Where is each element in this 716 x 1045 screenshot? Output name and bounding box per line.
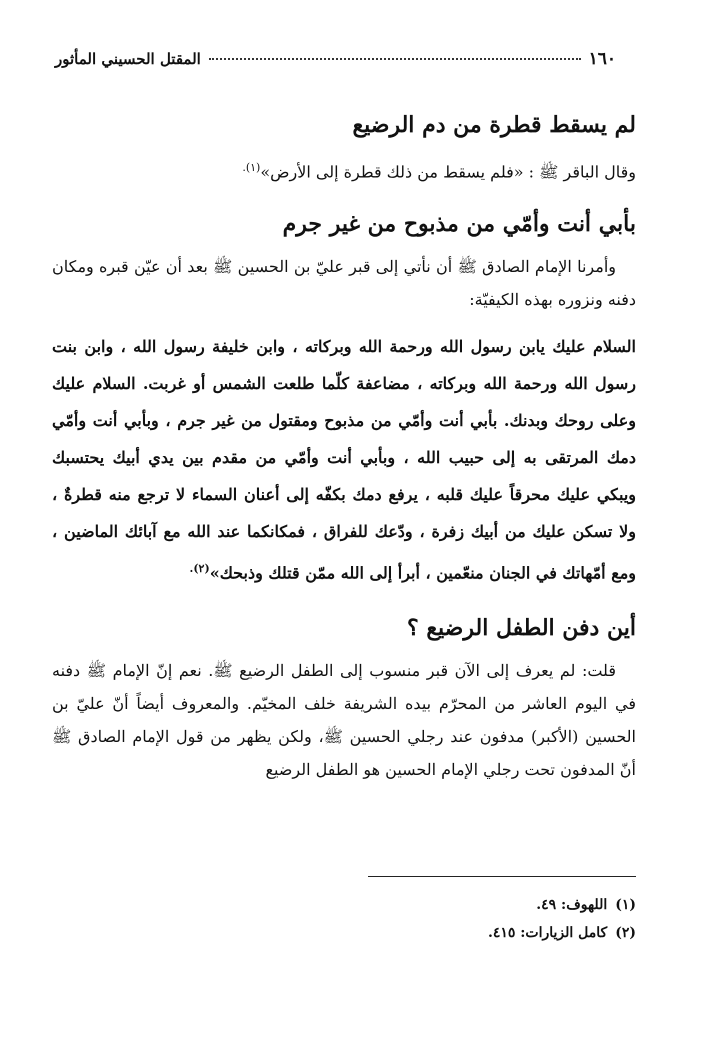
header-dot-leader <box>209 58 581 60</box>
footnote-1-text: اللهوف: ٤٩. <box>536 897 608 913</box>
page-number: ١٦٠ <box>588 49 616 69</box>
ziyarah-quote-text: السلام عليك يابن رسول الله ورحمة الله وبركاته ، وابن خليفة رسول الله ، وابن بنت رسول الله ورحمة الله وبركاته ، مضاعفة كلّما طلعت الشمس أو غربت. السلام عليك وعلى روحك وبدنك. بأبي أنت وأمّي من مذبوح ومقتول من غير جرم ، وبأبي أنت وأمّي دمك المرتقى به إلى حبيب الله ، وبأبي أنت وأمّي من مقدم بين يدي أبيك يحتسبك ويبكي عليك محرقاً عليك قلبه ، يرفع دمك بكفّه إلى أعنان السماء لا ترجع منه قطرةٌ ، ولا تسكن عليك من أبيك زفرة ، ودّعك للفراق ، فمكانكما عند الله مع آبائك الماضين ، ومع أمّهاتك في الجنان منعّمين ، أبرأ إلى الله ممّن قتلك وذبحك» <box>52 337 636 583</box>
footnote-2 <box>52 919 636 947</box>
section-3-paragraph: قلت: لم يعرف إلى الآن قبر منسوب إلى الطفل الرضيع ﷺ. نعم إنّ الإمام ﷺ دفنه في اليوم العاشر من المحرّم بيده الشريفة خلف المخيّم. والمعروف أيضاً أنّ عليّ بن الحسين (الأكبر) مدفون عند رجلي الحسين ﷺ، ولكن يظهر من قول الإمام الصادق ﷺ أنّ المدفون تحت رجلي الإمام الحسين هو الطفل الرضيع <box>52 660 636 779</box>
footnote-2-text: كامل الزيارات: ٤١٥. <box>487 925 608 941</box>
footnote-1 <box>52 891 636 919</box>
section-1-paragraph <box>52 151 636 188</box>
footnote-ref-2: (٢). <box>189 562 210 576</box>
footnote-2-number: (٢) <box>615 925 636 941</box>
book-title: المقتل الحسيني المأثور <box>55 50 201 68</box>
footnote-1-number: (١) <box>615 897 636 913</box>
section-heading-3: أين دفن الطفل الرضيع ؟ <box>407 614 636 641</box>
footnote-ref-1: (١). <box>242 161 261 174</box>
page-body <box>52 105 636 786</box>
ziyarah-quote <box>52 328 636 591</box>
section-2-paragraph: وأمرنا الإمام الصادق ﷺ أن نأتي إلى قبر عليّ بن الحسين ﷺ بعد أن عيّن قبره ومكان دفنه ونزوره بهذه الكيفيّة: <box>52 257 636 310</box>
running-header <box>55 42 616 76</box>
section-heading-1: لم يسقط قطرة من دم الرضيع <box>352 112 636 138</box>
footnotes <box>52 876 636 947</box>
footnote-rule <box>368 876 636 877</box>
section-1-paragraph-text: وقال الباقر ﷺ : «فلم يسقط من ذلك قطرة إلى الأرض» <box>260 162 636 182</box>
section-heading-2: بأبي أنت وأمّي من مذبوح من غير جرم <box>282 211 636 238</box>
